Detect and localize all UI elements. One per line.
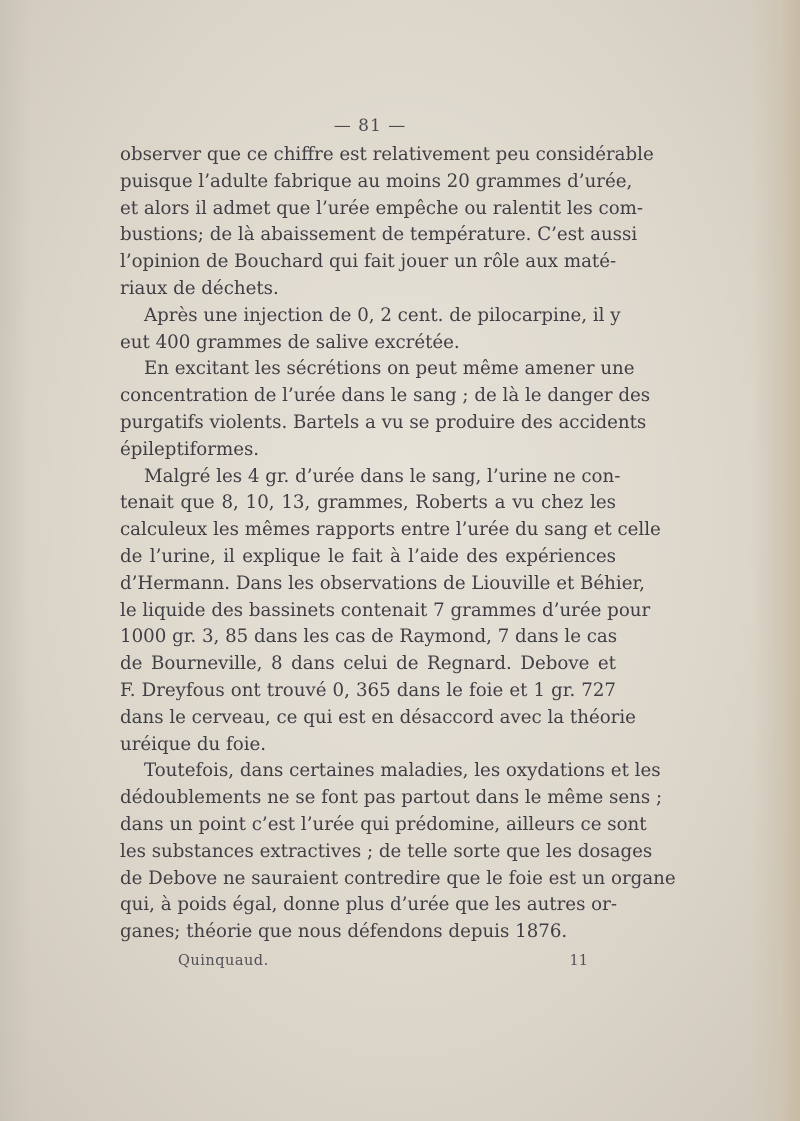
text-line: Toutefois, dans certaines maladies, les oxydations et les (144, 760, 661, 782)
text-line: de Bourneville, 8 dans celui de Regnard. Debove et (120, 653, 616, 675)
page-number: — 81 — (333, 116, 407, 136)
text-line: puisque l’adulte fabrique au moins 20 grammes d’urée, (120, 170, 633, 192)
text-line: le liquide des bassinets contenait 7 grammes d’urée pour (120, 599, 651, 621)
text-line: F. Dreyfous ont trouvé 0, 365 dans le foie et 1 gr. 727 (120, 679, 616, 701)
text-line: dédoublements ne se font pas partout dans le même sens ; (120, 787, 663, 809)
text-line: purgatifs violents. Bartels a vu se produire des accidents (120, 411, 647, 433)
text-line: calculeux les mêmes rapports entre l’urée du sang et celle (120, 519, 661, 541)
text-line: d’Hermann. Dans les observations de Liouville et Béhier, (120, 572, 645, 594)
text-line: Malgré les 4 gr. d’urée dans le sang, l’urine ne con- (144, 465, 621, 487)
page-gutter-shadow (0, 0, 30, 1121)
text-line: ganes; théorie que nous défendons depuis 1876. (120, 921, 568, 943)
text-line: riaux de déchets. (120, 277, 279, 299)
text-line: les substances extractives ; de telle sorte que les dosages (120, 840, 653, 862)
text-line: et alors il admet que l’urée empêche ou ralentit les com- (120, 197, 644, 219)
text-line: l’opinion de Bouchard qui fait jouer un rôle aux maté- (120, 251, 617, 273)
text-line: uréique du foie. (120, 733, 267, 755)
text-line: Après une injection de 0, 2 cent. de pilocarpine, il y (144, 304, 621, 326)
text-line: tenait que 8, 10, 13, grammes, Roberts a vu chez les (120, 492, 616, 514)
text-line: eut 400 grammes de salive excrétée. (120, 331, 460, 353)
text-line: concentration de l’urée dans le sang ; de là le danger des (120, 385, 651, 407)
text-line: de l’urine, il explique le fait à l’aide des expériences (120, 545, 616, 567)
text-line: En excitant les sécrétions on peut même amener une (144, 358, 635, 380)
text-line: 1000 gr. 3, 85 dans les cas de Raymond, 7 dans le cas (120, 626, 618, 648)
text-line: de Debove ne sauraient contredire que le foie est un organe (120, 867, 676, 889)
body-text (120, 142, 676, 946)
footer-author-signature: Quinquaud. (178, 953, 269, 969)
text-line: bustions; de là abaissement de température. C’est aussi (120, 224, 638, 246)
text-line: dans le cerveau, ce qui est en désaccord avec la théorie (120, 706, 636, 728)
text-line: observer que ce chiffre est relativement peu considérable (120, 144, 654, 165)
text-line: qui, à poids égal, donne plus d’urée que les autres or- (120, 894, 617, 916)
footer-sheet-number: 11 (569, 953, 588, 969)
text-line: dans un point c’est l’urée qui prédomine, ailleurs ce sont (120, 813, 647, 835)
text-line: épileptiformes. (120, 438, 260, 460)
page-edge-discoloration (752, 0, 800, 1121)
